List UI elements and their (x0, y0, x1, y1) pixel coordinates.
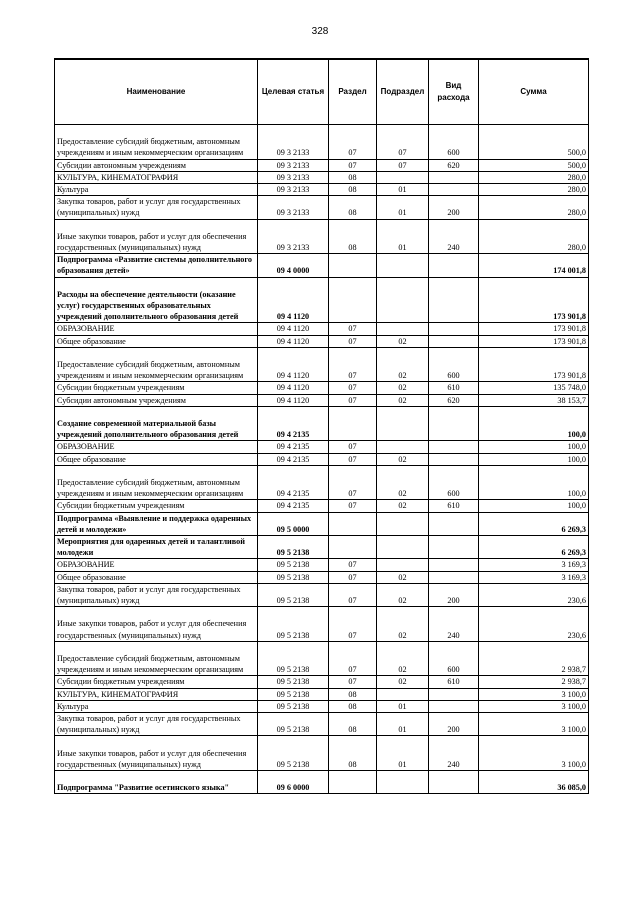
cell-name: Создание современной материальной базы учреждений дополнительного образования детей (55, 406, 258, 441)
cell-name: Подпрограмма «Выявление и поддержка одаренных детей и молодежи» (55, 512, 258, 535)
header-subsection: Подраздел (377, 59, 429, 125)
table-row (55, 607, 589, 642)
cell-article: 09 4 2135 (258, 441, 329, 453)
cell-name: Иные закупки товаров, работ и услуг для обеспечения государственных (муниципальных) нужд (55, 219, 258, 254)
cell-expense-type (429, 536, 479, 559)
cell-name: Общее образование (55, 571, 258, 583)
cell-article: 09 4 1120 (258, 382, 329, 394)
cell-subsection: 01 (377, 713, 429, 736)
cell-name: Субсидии бюджетным учреждениям (55, 382, 258, 394)
cell-section: 07 (329, 382, 377, 394)
cell-name: Предоставление субсидий бюджетным, автономным учреждениям и иным некоммерческим организациям (55, 641, 258, 676)
table-row (55, 583, 589, 606)
table-row (55, 394, 589, 406)
cell-article: 09 4 2135 (258, 453, 329, 465)
table-header (55, 59, 589, 125)
table-row (55, 676, 589, 688)
cell-section: 08 (329, 713, 377, 736)
cell-name: Подпрограмма «Развитие системы дополнительного образования детей» (55, 254, 258, 277)
cell-subsection (377, 441, 429, 453)
cell-sum: 173 901,8 (479, 277, 589, 323)
table-row (55, 713, 589, 736)
cell-sum: 100,0 (479, 441, 589, 453)
table-row (55, 196, 589, 219)
cell-expense-type: 200 (429, 196, 479, 219)
cell-section: 08 (329, 196, 377, 219)
cell-name: Подпрограмма "Развитие осетинского языка" (55, 771, 258, 794)
cell-expense-type (429, 335, 479, 347)
cell-article: 09 4 1120 (258, 323, 329, 335)
cell-expense-type: 200 (429, 583, 479, 606)
cell-name: ОБРАЗОВАНИЕ (55, 323, 258, 335)
cell-sum: 3 100,0 (479, 713, 589, 736)
cell-sum: 2 938,7 (479, 676, 589, 688)
cell-expense-type (429, 441, 479, 453)
table-row (55, 323, 589, 335)
cell-sum: 100,0 (479, 453, 589, 465)
cell-section: 07 (329, 159, 377, 171)
cell-name: Закупка товаров, работ и услуг для государственных (муниципальных) нужд (55, 583, 258, 606)
cell-subsection: 01 (377, 736, 429, 771)
cell-section: 07 (329, 571, 377, 583)
cell-sum: 3 169,3 (479, 571, 589, 583)
cell-name: КУЛЬТУРА, КИНЕМАТОГРАФИЯ (55, 688, 258, 700)
cell-subsection: 07 (377, 125, 429, 160)
cell-subsection: 02 (377, 607, 429, 642)
cell-article: 09 3 2133 (258, 184, 329, 196)
table-row (55, 277, 589, 323)
cell-section: 08 (329, 219, 377, 254)
cell-name: Иные закупки товаров, работ и услуг для обеспечения государственных (муниципальных) нужд (55, 736, 258, 771)
table-row (55, 171, 589, 183)
cell-section (329, 254, 377, 277)
cell-expense-type (429, 512, 479, 535)
cell-expense-type (429, 700, 479, 712)
table-row (55, 184, 589, 196)
cell-name: ОБРАЗОВАНИЕ (55, 559, 258, 571)
cell-subsection: 02 (377, 335, 429, 347)
cell-article: 09 4 2135 (258, 406, 329, 441)
cell-expense-type: 200 (429, 713, 479, 736)
cell-subsection (377, 688, 429, 700)
table-row (55, 159, 589, 171)
cell-name: Субсидии автономным учреждениям (55, 394, 258, 406)
cell-section: 07 (329, 453, 377, 465)
cell-article: 09 3 2133 (258, 196, 329, 219)
cell-sum: 36 085,0 (479, 771, 589, 794)
cell-article: 09 5 2138 (258, 559, 329, 571)
header-section: Раздел (329, 59, 377, 125)
cell-expense-type: 240 (429, 607, 479, 642)
cell-section: 07 (329, 441, 377, 453)
cell-section: 08 (329, 171, 377, 183)
table-row (55, 453, 589, 465)
table-body (55, 125, 589, 794)
cell-sum: 3 100,0 (479, 700, 589, 712)
table-row (55, 465, 589, 500)
cell-sum: 230,6 (479, 607, 589, 642)
cell-name: Субсидии автономным учреждениям (55, 159, 258, 171)
cell-expense-type (429, 559, 479, 571)
cell-section (329, 512, 377, 535)
table-row (55, 536, 589, 559)
cell-name: Субсидии бюджетным учреждениям (55, 676, 258, 688)
cell-subsection: 01 (377, 219, 429, 254)
cell-article: 09 5 2138 (258, 536, 329, 559)
cell-section: 07 (329, 559, 377, 571)
cell-article: 09 4 2135 (258, 500, 329, 512)
cell-subsection: 02 (377, 500, 429, 512)
cell-sum: 280,0 (479, 184, 589, 196)
cell-section (329, 536, 377, 559)
cell-name: Предоставление субсидий бюджетным, автономным учреждениям и иным некоммерческим организациям (55, 347, 258, 382)
cell-name: Субсидии бюджетным учреждениям (55, 500, 258, 512)
cell-expense-type: 600 (429, 641, 479, 676)
cell-section: 08 (329, 184, 377, 196)
cell-subsection: 02 (377, 571, 429, 583)
cell-article: 09 6 0000 (258, 771, 329, 794)
cell-subsection: 02 (377, 394, 429, 406)
cell-subsection: 02 (377, 641, 429, 676)
cell-article: 09 5 2138 (258, 688, 329, 700)
cell-section: 07 (329, 323, 377, 335)
cell-sum: 173 901,8 (479, 347, 589, 382)
cell-subsection (377, 254, 429, 277)
table-row (55, 347, 589, 382)
cell-sum: 2 938,7 (479, 641, 589, 676)
cell-sum: 280,0 (479, 171, 589, 183)
cell-sum: 280,0 (479, 219, 589, 254)
table-row (55, 500, 589, 512)
cell-section: 07 (329, 347, 377, 382)
cell-name: КУЛЬТУРА, КИНЕМАТОГРАФИЯ (55, 171, 258, 183)
cell-section: 07 (329, 583, 377, 606)
cell-name: Предоставление субсидий бюджетным, автономным учреждениям и иным некоммерческим организациям (55, 465, 258, 500)
cell-article: 09 4 2135 (258, 465, 329, 500)
cell-article: 09 3 2133 (258, 219, 329, 254)
cell-section: 07 (329, 394, 377, 406)
cell-name: Культура (55, 184, 258, 196)
cell-expense-type (429, 171, 479, 183)
cell-section: 07 (329, 335, 377, 347)
cell-section: 07 (329, 465, 377, 500)
cell-article: 09 4 0000 (258, 254, 329, 277)
table-row (55, 254, 589, 277)
cell-section: 07 (329, 500, 377, 512)
cell-article: 09 5 2138 (258, 583, 329, 606)
table-row (55, 688, 589, 700)
cell-sum: 6 269,3 (479, 536, 589, 559)
header-expense-type: Вид расхода (429, 59, 479, 125)
cell-name: Общее образование (55, 453, 258, 465)
cell-article: 09 4 1120 (258, 277, 329, 323)
cell-expense-type: 610 (429, 382, 479, 394)
cell-expense-type (429, 184, 479, 196)
table-row (55, 771, 589, 794)
table-row (55, 571, 589, 583)
cell-sum: 135 748,0 (479, 382, 589, 394)
cell-expense-type (429, 323, 479, 335)
cell-subsection (377, 512, 429, 535)
cell-article: 09 5 2138 (258, 676, 329, 688)
cell-expense-type (429, 406, 479, 441)
cell-sum: 100,0 (479, 465, 589, 500)
cell-subsection: 02 (377, 583, 429, 606)
cell-name: Иные закупки товаров, работ и услуг для обеспечения государственных (муниципальных) нужд (55, 607, 258, 642)
cell-sum: 500,0 (479, 159, 589, 171)
cell-article: 09 5 2138 (258, 641, 329, 676)
cell-expense-type: 620 (429, 394, 479, 406)
cell-expense-type: 240 (429, 219, 479, 254)
cell-subsection (377, 171, 429, 183)
table-row (55, 736, 589, 771)
cell-sum: 173 901,8 (479, 335, 589, 347)
cell-subsection: 02 (377, 347, 429, 382)
cell-expense-type: 600 (429, 125, 479, 160)
cell-section: 07 (329, 607, 377, 642)
cell-name: Мероприятия для одаренных детей и талантливой молодежи (55, 536, 258, 559)
table-row (55, 512, 589, 535)
cell-sum: 3 100,0 (479, 688, 589, 700)
table-row (55, 406, 589, 441)
cell-article: 09 4 1120 (258, 347, 329, 382)
cell-name: ОБРАЗОВАНИЕ (55, 441, 258, 453)
cell-subsection (377, 323, 429, 335)
cell-subsection: 02 (377, 676, 429, 688)
cell-article: 09 5 0000 (258, 512, 329, 535)
cell-expense-type (429, 771, 479, 794)
cell-subsection (377, 536, 429, 559)
cell-name: Закупка товаров, работ и услуг для государственных (муниципальных) нужд (55, 196, 258, 219)
table-row (55, 441, 589, 453)
cell-subsection: 01 (377, 196, 429, 219)
cell-subsection: 02 (377, 465, 429, 500)
page-number: 328 (311, 26, 329, 37)
cell-subsection (377, 771, 429, 794)
cell-sum: 280,0 (479, 196, 589, 219)
cell-expense-type (429, 453, 479, 465)
cell-sum: 3 169,3 (479, 559, 589, 571)
cell-subsection: 02 (377, 382, 429, 394)
cell-article: 09 3 2133 (258, 125, 329, 160)
cell-name: Предоставление субсидий бюджетным, автономным учреждениям и иным некоммерческим организациям (55, 125, 258, 160)
cell-section: 08 (329, 736, 377, 771)
cell-name: Общее образование (55, 335, 258, 347)
cell-expense-type (429, 571, 479, 583)
cell-article: 09 3 2133 (258, 171, 329, 183)
table-row (55, 559, 589, 571)
budget-table (54, 58, 589, 794)
cell-sum: 100,0 (479, 406, 589, 441)
cell-article: 09 5 2138 (258, 713, 329, 736)
cell-article: 09 4 1120 (258, 394, 329, 406)
cell-expense-type: 600 (429, 465, 479, 500)
cell-article: 09 5 2138 (258, 571, 329, 583)
cell-section: 08 (329, 688, 377, 700)
cell-sum: 174 001,8 (479, 254, 589, 277)
table-row (55, 125, 589, 160)
cell-section: 07 (329, 676, 377, 688)
cell-name: Закупка товаров, работ и услуг для государственных (муниципальных) нужд (55, 713, 258, 736)
cell-subsection: 01 (377, 184, 429, 196)
cell-expense-type (429, 254, 479, 277)
header-name: Наименование (55, 59, 258, 125)
cell-subsection: 07 (377, 159, 429, 171)
cell-article: 09 3 2133 (258, 159, 329, 171)
cell-article: 09 5 2138 (258, 736, 329, 771)
table-row (55, 700, 589, 712)
table-row (55, 335, 589, 347)
table-row (55, 382, 589, 394)
cell-expense-type: 610 (429, 500, 479, 512)
cell-subsection: 01 (377, 700, 429, 712)
cell-expense-type: 240 (429, 736, 479, 771)
cell-sum: 3 100,0 (479, 736, 589, 771)
cell-sum: 100,0 (479, 500, 589, 512)
cell-subsection (377, 406, 429, 441)
table-row (55, 219, 589, 254)
cell-section (329, 771, 377, 794)
cell-section: 07 (329, 641, 377, 676)
cell-expense-type: 600 (429, 347, 479, 382)
cell-article: 09 5 2138 (258, 700, 329, 712)
cell-expense-type (429, 688, 479, 700)
cell-sum: 173 901,8 (479, 323, 589, 335)
cell-subsection (377, 277, 429, 323)
cell-subsection: 02 (377, 453, 429, 465)
cell-sum: 500,0 (479, 125, 589, 160)
cell-name: Расходы на обеспечение деятельности (оказание услуг) государственных образовательных учреждений дополнительного образования детей (55, 277, 258, 323)
cell-section: 08 (329, 700, 377, 712)
cell-section: 07 (329, 125, 377, 160)
header-article: Целевая статья (258, 59, 329, 125)
cell-article: 09 4 1120 (258, 335, 329, 347)
cell-name: Культура (55, 700, 258, 712)
cell-section (329, 406, 377, 441)
cell-sum: 230,6 (479, 583, 589, 606)
cell-expense-type: 620 (429, 159, 479, 171)
cell-expense-type: 610 (429, 676, 479, 688)
cell-expense-type (429, 277, 479, 323)
header-sum: Сумма (479, 59, 589, 125)
cell-sum: 6 269,3 (479, 512, 589, 535)
cell-subsection (377, 559, 429, 571)
table-row (55, 641, 589, 676)
cell-sum: 38 153,7 (479, 394, 589, 406)
cell-article: 09 5 2138 (258, 607, 329, 642)
cell-section (329, 277, 377, 323)
